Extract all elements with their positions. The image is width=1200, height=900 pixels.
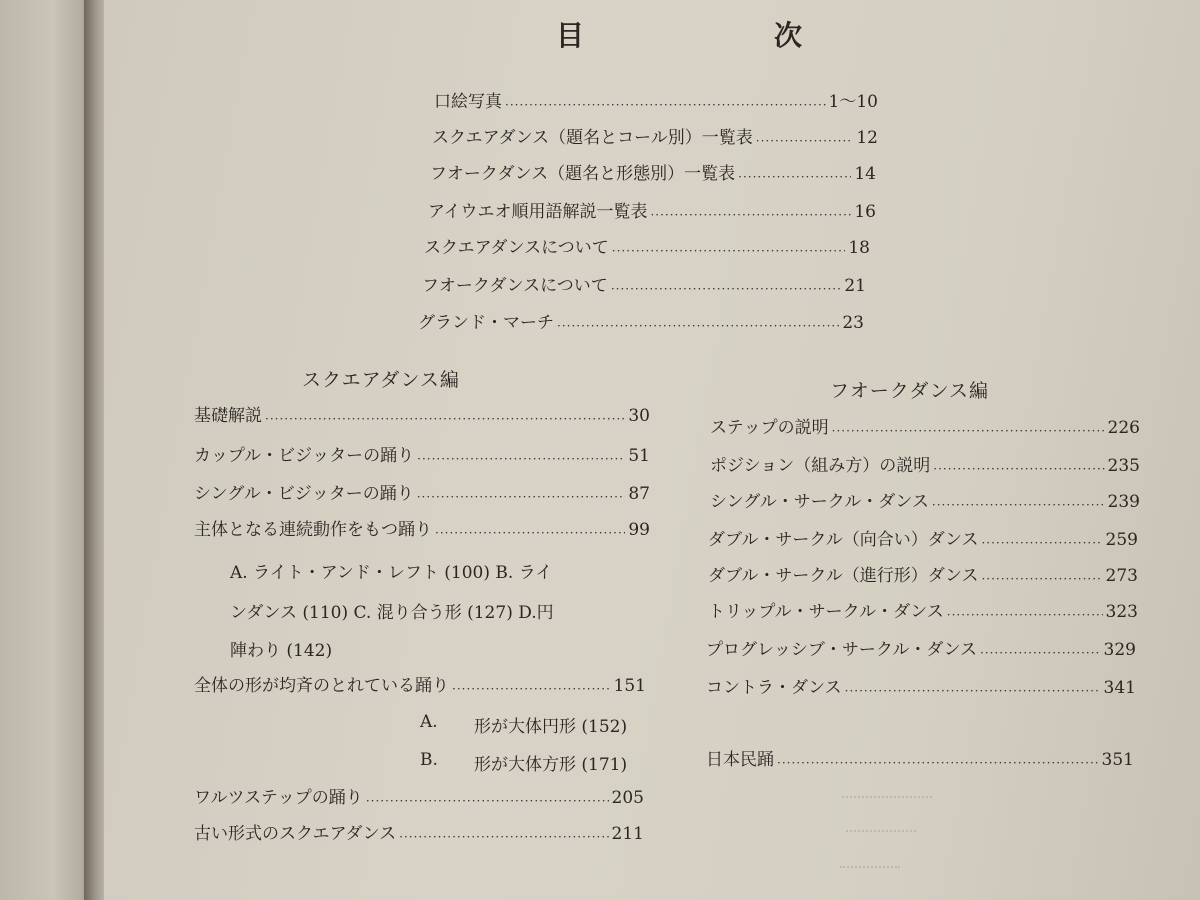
toc-row [194, 482, 650, 506]
toc-page-number: 87 [628, 484, 650, 504]
show-through-mark [846, 830, 916, 832]
toc-row [194, 674, 646, 698]
leader-dots [947, 606, 1103, 624]
section-heading-folk: フオークダンス編 [830, 380, 990, 402]
toc-label: スクエアダンス（題名とコール別）一覧表 [432, 128, 753, 148]
toc-page-number: 14 [854, 164, 876, 184]
leader-dots [933, 460, 1104, 478]
leader-dots [435, 524, 625, 542]
toc-row [428, 200, 876, 224]
leader-dots [650, 206, 851, 224]
toc-page-number: 21 [844, 276, 866, 296]
toc-row [194, 822, 644, 846]
toc-page-number: 18 [848, 238, 870, 258]
toc-page-number: 30 [628, 406, 650, 426]
toc-row [708, 564, 1138, 588]
title-left-char: 目 [556, 19, 587, 52]
toc-page-number: 12 [856, 128, 878, 148]
toc-label: ワルツステップの踊り [194, 788, 363, 808]
toc-row [194, 518, 650, 542]
toc-page-number: 51 [628, 446, 650, 466]
toc-page [104, 0, 1200, 900]
toc-row [710, 490, 1140, 514]
toc-label: 基礎解説 [194, 406, 262, 426]
toc-label: トリップル・サークル・ダンス [708, 602, 944, 622]
leader-dots [452, 680, 611, 698]
toc-label: アイウエオ順用語解説一覧表 [428, 202, 648, 222]
toc-row [708, 600, 1138, 624]
toc-label: フオークダンス（題名と形態別）一覧表 [430, 164, 736, 184]
toc-label: 主体となる連続動作をもつ踊り [194, 520, 432, 540]
toc-row [430, 162, 876, 186]
toc-page-number: 329 [1103, 640, 1136, 660]
toc-page-number: 99 [628, 520, 650, 540]
leader-dots [845, 682, 1101, 700]
sub-entry-text: 形が大体方形 (171) [474, 755, 628, 775]
toc-row [432, 126, 878, 150]
leader-dots [932, 496, 1105, 514]
toc-page-number: 226 [1107, 418, 1140, 438]
toc-page-number: 23 [842, 313, 864, 333]
toc-row [708, 528, 1138, 552]
toc-row [706, 676, 1136, 700]
leader-dots [756, 132, 854, 150]
section-heading-square: スクエアダンス編 [302, 369, 460, 391]
sub-entry-text: 形が大体円形 (152) [474, 717, 628, 737]
sub-entry-line: 陣わり (142) [230, 641, 333, 661]
toc-label: ダブル・サークル（向合い）ダンス [708, 530, 979, 550]
toc-row [194, 404, 650, 428]
left-page-edge [0, 0, 96, 900]
toc-row [710, 416, 1140, 440]
leader-dots [612, 242, 846, 260]
leader-dots [981, 570, 1102, 588]
toc-row [706, 748, 1134, 772]
leader-dots [557, 317, 839, 335]
title-right-char: 次 [774, 19, 805, 52]
toc-label: 日本民踊 [706, 750, 774, 770]
leader-dots [980, 644, 1101, 662]
toc-page-number: 151 [613, 676, 646, 696]
toc-label: 口絵写真 [434, 92, 502, 112]
leader-dots [366, 792, 609, 810]
sub-entry-line: A. ライト・アンド・レフト (100) B. ライ [230, 563, 553, 583]
toc-row [424, 236, 870, 260]
toc-label: シングル・サークル・ダンス [710, 492, 929, 512]
toc-label: カップル・ビジッターの踊り [194, 446, 415, 466]
leader-dots [981, 534, 1102, 552]
toc-row [422, 274, 866, 298]
toc-label: 古い形式のスクエアダンス [194, 824, 397, 844]
leader-dots [417, 450, 625, 468]
toc-label: スクエアダンスについて [424, 238, 609, 258]
show-through-mark [842, 796, 932, 798]
toc-label: フオークダンスについて [422, 276, 608, 296]
toc-page-number: 351 [1101, 750, 1134, 770]
toc-page-number: 16 [854, 202, 876, 222]
toc-page-number: 205 [611, 788, 644, 808]
leader-dots [505, 96, 826, 114]
toc-label: グランド・マーチ [418, 313, 554, 333]
toc-label: シングル・ビジッターの踊り [194, 484, 414, 504]
sub-entry-letter: A. [420, 712, 438, 732]
leader-dots [738, 168, 851, 186]
leader-dots [265, 410, 625, 428]
toc-label: ステップの説明 [710, 418, 829, 438]
toc-row [194, 444, 650, 468]
toc-page-number: 239 [1107, 492, 1140, 512]
toc-label: ポジション（組み方）の説明 [710, 456, 931, 476]
sub-entry-line: ンダンス (110) C. 混り合う形 (127) D.円 [230, 603, 554, 623]
toc-page-number: 341 [1103, 678, 1136, 698]
show-through-mark [840, 866, 900, 868]
leader-dots [417, 488, 626, 506]
toc-page-number: 273 [1105, 566, 1138, 586]
leader-dots [832, 422, 1105, 440]
toc-row [418, 311, 864, 335]
toc-page-number: 1〜10 [828, 92, 878, 112]
toc-label: コントラ・ダンス [706, 678, 842, 698]
toc-page-number: 235 [1107, 456, 1140, 476]
sub-entry-letter: B. [420, 750, 438, 770]
toc-page-number: 259 [1105, 530, 1138, 550]
toc-label: 全体の形が均斉のとれている踊り [194, 676, 449, 696]
toc-label: プログレッシブ・サークル・ダンス [706, 640, 977, 660]
leader-dots [777, 754, 1099, 772]
toc-page-number: 323 [1105, 602, 1138, 622]
toc-page-number: 211 [611, 824, 644, 844]
leader-dots [611, 280, 842, 298]
toc-row [706, 638, 1136, 662]
toc-row [194, 786, 644, 810]
leader-dots [399, 828, 608, 846]
toc-label: ダブル・サークル（進行形）ダンス [708, 566, 979, 586]
toc-row [434, 90, 878, 114]
toc-row [710, 454, 1140, 478]
